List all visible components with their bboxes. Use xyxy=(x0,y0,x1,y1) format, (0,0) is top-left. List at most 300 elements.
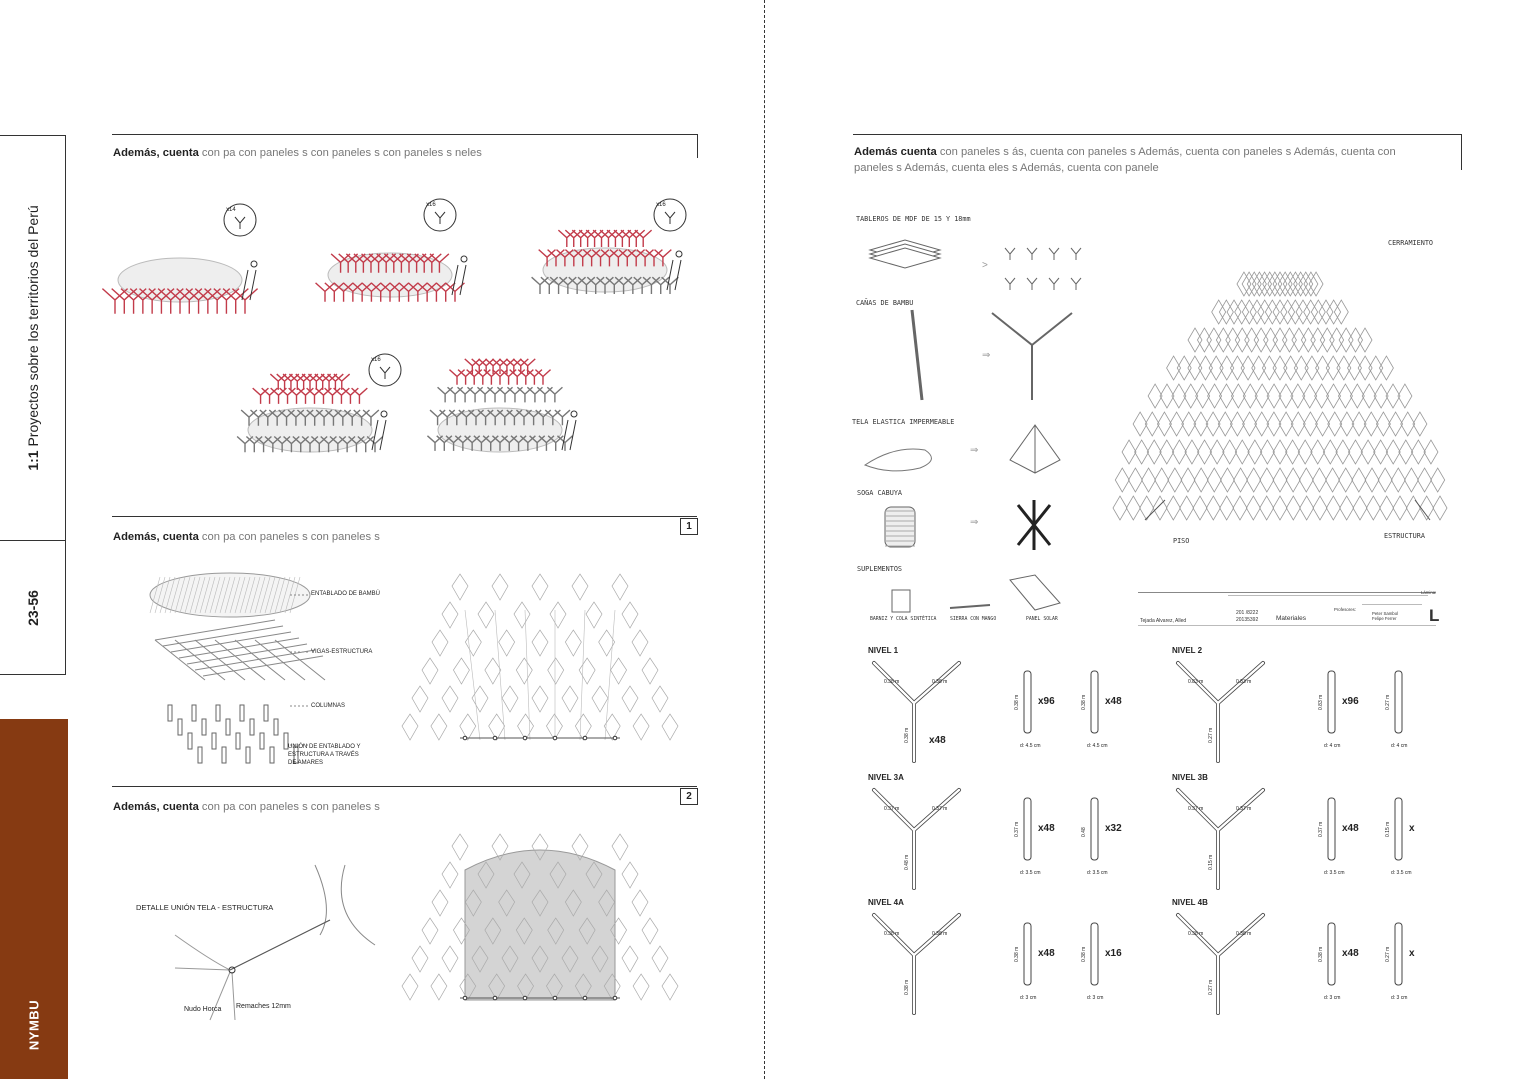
lattice-cell xyxy=(412,946,428,972)
y-piece xyxy=(271,388,287,404)
lattice-cell xyxy=(1374,440,1388,464)
lattice-cell xyxy=(1391,468,1405,492)
level-text: 0.38 m xyxy=(1318,946,1324,962)
level-text: d: 3.5 cm xyxy=(1020,870,1041,876)
lattice-cell xyxy=(1273,328,1287,352)
lattice-cell xyxy=(514,602,530,628)
lattice-cell xyxy=(1347,356,1361,380)
lattice-cell xyxy=(1245,328,1259,352)
arrow-icon: > xyxy=(982,260,988,271)
lattice-cell xyxy=(453,658,469,684)
lattice-cell xyxy=(622,686,638,712)
anchor-point xyxy=(583,736,587,740)
level-text: x48 xyxy=(1038,823,1055,834)
lattice-cell xyxy=(1242,300,1256,324)
lattice-cell xyxy=(1247,468,1261,492)
lattice-cell xyxy=(1140,496,1154,520)
level-text: 0.37 m xyxy=(884,806,900,812)
lattice-cell xyxy=(431,714,447,740)
lattice-cell xyxy=(565,630,581,656)
y-connector xyxy=(1071,248,1081,260)
column xyxy=(178,719,182,735)
lattice-cell xyxy=(1336,440,1350,464)
level-text: 0.27 m xyxy=(1385,694,1391,710)
tb-code2: 201 /8222 xyxy=(1236,610,1259,616)
column xyxy=(212,733,216,749)
lattice-cell xyxy=(442,686,458,712)
rope xyxy=(230,920,330,970)
y-piece xyxy=(316,283,335,302)
column xyxy=(250,719,254,735)
y-piece xyxy=(558,230,575,247)
lattice-cell xyxy=(532,574,548,600)
level-text: x48 xyxy=(1038,948,1055,959)
lattice-cell xyxy=(1301,328,1315,352)
level-text: d: 3.5 cm xyxy=(1391,870,1412,876)
lattice-cell xyxy=(1300,496,1314,520)
lattice-cell xyxy=(1260,496,1274,520)
bamboo-piece xyxy=(1024,923,1031,985)
floor-ellipse xyxy=(118,258,242,302)
lattice-cell xyxy=(1298,440,1312,464)
piece-count: x16 xyxy=(371,357,381,363)
label-entablado: ENTABLADO DE BAMBÚ xyxy=(311,591,380,597)
supplement-saw: SIERRA CON MANGO xyxy=(950,617,997,622)
level-text: 0.48 xyxy=(1081,827,1087,837)
lattice-cell xyxy=(632,630,648,656)
level-text: NIVEL 3A xyxy=(868,773,904,782)
level-text: 0.27 m xyxy=(1208,979,1214,995)
lattice-cell xyxy=(1281,300,1295,324)
level-text: NIVEL 4A xyxy=(868,898,904,907)
y-piece xyxy=(547,387,562,402)
title-block xyxy=(1138,590,1440,626)
bamboo-piece xyxy=(1328,923,1335,985)
lattice-cell xyxy=(1181,468,1195,492)
tb-lamina: Lámina: xyxy=(1421,590,1437,595)
lattice-cell xyxy=(1369,356,1383,380)
section1-tick xyxy=(697,134,698,158)
label-rivets: Remaches 12mm xyxy=(236,1003,291,1010)
level-text: d: 4 cm xyxy=(1391,743,1408,749)
label-knot: Nudo Horca xyxy=(184,1006,222,1013)
level-text: x96 xyxy=(1342,696,1359,707)
lattice-cell xyxy=(1207,468,1221,492)
y-piece xyxy=(565,230,582,247)
lattice-cell xyxy=(1262,356,1276,380)
column xyxy=(236,733,240,749)
lattice-cell xyxy=(652,686,668,712)
lattice-cell xyxy=(1252,272,1266,296)
section2-caption: Además, cuenta con pa con paneles s con paneles s xyxy=(113,531,380,543)
material-supplements: SUPLEMENTOS xyxy=(857,565,903,573)
lattice-cell xyxy=(1380,496,1394,520)
page-range: 23-56 xyxy=(24,589,41,626)
bamboo-piece xyxy=(1395,671,1402,733)
project-tab xyxy=(0,719,68,1079)
lattice-cell xyxy=(1128,468,1142,492)
lattice-cell xyxy=(1286,440,1300,464)
lattice-cell xyxy=(442,602,458,628)
column xyxy=(192,705,196,721)
level-text: 0.38 m xyxy=(1236,931,1252,937)
lattice-cell xyxy=(1210,440,1224,464)
lattice-cell xyxy=(1326,356,1340,380)
level-text: 0.38 m xyxy=(1014,946,1020,962)
rope-joint xyxy=(1018,500,1050,550)
anchor-point xyxy=(553,996,557,1000)
label-piso: PISO xyxy=(1173,537,1190,545)
y-piece xyxy=(343,388,359,404)
section2-rule xyxy=(112,516,697,517)
lattice-cell xyxy=(1288,300,1302,324)
lattice-cell xyxy=(1418,468,1432,492)
label-estructura: ESTRUCTURA xyxy=(1384,532,1425,540)
lattice-cell xyxy=(633,714,649,740)
materials-icons-drawing xyxy=(850,225,1100,620)
lattice-cell xyxy=(1312,468,1326,492)
label-columnas: COLUMNAS xyxy=(311,703,346,709)
column xyxy=(274,719,278,735)
lattice-cell xyxy=(612,574,628,600)
lattice-cell xyxy=(478,602,494,628)
lattice-cell xyxy=(1313,496,1327,520)
lattice-cell xyxy=(422,658,438,684)
saw-icon xyxy=(950,605,990,608)
lattice-cell xyxy=(1194,468,1208,492)
lattice-cell xyxy=(1160,440,1174,464)
lattice-cell xyxy=(1248,440,1262,464)
level-text: 0.38 m xyxy=(904,727,910,743)
lattice-cell xyxy=(1305,356,1319,380)
bamboo-stick xyxy=(315,865,375,945)
chapter-tab xyxy=(0,135,66,541)
y-connector xyxy=(1027,278,1037,290)
level-text: x xyxy=(1409,823,1415,834)
lattice-cell xyxy=(1268,272,1282,296)
right-caption-tick xyxy=(1461,134,1462,170)
level-text: 0.27 m xyxy=(1208,727,1214,743)
lattice-cell xyxy=(1327,300,1341,324)
y-piece xyxy=(510,370,525,385)
arrow-icon: ⇒ xyxy=(970,517,979,528)
lattice-cell xyxy=(431,974,447,1000)
lattice-cell xyxy=(1237,272,1251,296)
lattice-cell xyxy=(1288,272,1302,296)
anchor-point xyxy=(613,736,617,740)
lattice-cell xyxy=(1235,328,1249,352)
person-icon xyxy=(251,261,257,267)
lattice-cell xyxy=(1273,440,1287,464)
lattice-cell xyxy=(1235,440,1249,464)
anchor-point xyxy=(493,996,497,1000)
lattice-cell xyxy=(1411,440,1425,464)
bamboo-piece xyxy=(1395,923,1402,985)
lattice-cell xyxy=(1406,496,1420,520)
person-icon xyxy=(461,256,467,262)
lattice-cell xyxy=(499,630,515,656)
y-piece xyxy=(458,370,473,385)
lattice-cell xyxy=(1227,300,1241,324)
level-text: 0.38 m xyxy=(884,931,900,937)
y-connector xyxy=(1005,278,1015,290)
lattice-cell xyxy=(1283,272,1297,296)
lattice-cell xyxy=(1273,356,1287,380)
right-caption-rule xyxy=(853,134,1461,135)
bamboo-piece xyxy=(1395,798,1402,860)
lattice-cell xyxy=(1386,440,1400,464)
y-piece xyxy=(532,277,549,294)
lattice-cell xyxy=(1273,468,1287,492)
level-text: 0.37 m xyxy=(1318,821,1324,837)
lattice-cell xyxy=(632,890,648,916)
lattice-cell xyxy=(1113,496,1127,520)
y-piece xyxy=(874,790,959,888)
y-piece xyxy=(527,370,542,385)
lattice-cell xyxy=(579,658,595,684)
lattice-cell xyxy=(1273,496,1287,520)
y-piece xyxy=(579,230,596,247)
lattice-cell xyxy=(1233,496,1247,520)
y-piece xyxy=(874,915,959,1013)
lattice-cell xyxy=(1198,440,1212,464)
lattice-cell xyxy=(1223,440,1237,464)
label-union: UNIÓN DE ENTABLADO Y ESTRUCTURA A TRAVÉS DE AMARES xyxy=(288,744,361,766)
y-piece xyxy=(325,283,344,302)
y-piece xyxy=(334,388,350,404)
figure-number-1: 1 xyxy=(680,518,698,535)
interior-line xyxy=(580,610,585,740)
lattice-cell xyxy=(1122,440,1136,464)
level-text: 0.38 m xyxy=(1081,694,1087,710)
material-bamboo: CAÑAS DE BAMBU xyxy=(856,299,914,307)
section1-caption: Además, cuenta con pa con paneles s con paneles s con paneles s neles xyxy=(113,147,482,159)
ladder-icon xyxy=(372,420,386,450)
y-piece xyxy=(992,313,1072,400)
supplement-varnish: BARNIZ Y COLA SINTÉTICA xyxy=(870,617,937,622)
label-vigas: VIGAS-ESTRUCTURA xyxy=(311,649,373,655)
lattice-cell xyxy=(575,714,591,740)
lattice-cell xyxy=(1299,468,1313,492)
lattice-cell xyxy=(1260,468,1274,492)
lattice-cell xyxy=(1292,328,1306,352)
lattice-cell xyxy=(1340,496,1354,520)
lattice-cell xyxy=(1180,496,1194,520)
lattice-cell xyxy=(442,946,458,972)
y-piece-inner xyxy=(1178,915,1263,1013)
lattice-cell xyxy=(1319,300,1333,324)
figure-number-2: 2 xyxy=(680,788,698,805)
y-piece xyxy=(614,230,631,247)
level-text: 0.83 m xyxy=(1188,679,1204,685)
y-piece xyxy=(535,370,550,385)
lattice-cell xyxy=(432,890,448,916)
level-text: 0.15 m xyxy=(1208,854,1214,870)
lattice-cell xyxy=(1366,496,1380,520)
section3-caption: Además, cuenta con pa con paneles s con paneles s xyxy=(113,801,380,813)
column xyxy=(270,747,274,763)
lattice-cell xyxy=(485,658,501,684)
column xyxy=(188,733,192,749)
assembly-sequence-drawing xyxy=(110,190,710,490)
y-piece xyxy=(475,370,490,385)
lattice-cell xyxy=(1330,328,1344,352)
lattice-cell xyxy=(1311,328,1325,352)
level-text: 0.15 m xyxy=(1385,821,1391,837)
lattice-cell xyxy=(1420,496,1434,520)
lattice-cell xyxy=(422,918,438,944)
y-piece xyxy=(586,230,603,247)
lattice-cell xyxy=(1188,356,1202,380)
lattice-cell xyxy=(452,574,468,600)
lattice-cell xyxy=(1337,356,1351,380)
lattice-cell xyxy=(1185,440,1199,464)
column xyxy=(216,705,220,721)
lattice-cell xyxy=(611,658,627,684)
level-text: 0.83 m xyxy=(1318,694,1324,710)
level-text: 0.38 m xyxy=(884,679,900,685)
level-text: 0.27 m xyxy=(1385,946,1391,962)
column xyxy=(168,705,172,721)
material-fabric: TELA ELASTICA IMPERMEABLE xyxy=(852,418,955,426)
lattice-cell xyxy=(1254,328,1268,352)
y-piece xyxy=(352,388,368,404)
column xyxy=(222,747,226,763)
lattice-cell xyxy=(1153,496,1167,520)
detail-title: DETALLE UNIÓN TELA - ESTRUCTURA xyxy=(136,903,274,912)
lattice-cell xyxy=(642,918,658,944)
y-piece xyxy=(593,230,610,247)
level-text: NIVEL 3B xyxy=(1172,773,1208,782)
lattice-cell xyxy=(432,630,448,656)
lattice-cell xyxy=(1247,272,1261,296)
y-piece-inner xyxy=(874,790,959,888)
solar-panel xyxy=(1010,575,1060,610)
beam xyxy=(235,640,285,680)
y-piece xyxy=(607,230,624,247)
lattice-cell xyxy=(662,714,678,740)
bamboo-piece xyxy=(1024,671,1031,733)
lattice-cell xyxy=(662,974,678,1000)
arrow-icon: ⇒ xyxy=(982,350,991,361)
material-rope: SOGA CABUYA xyxy=(857,489,903,497)
lattice-cell xyxy=(586,602,602,628)
lattice-cell xyxy=(1234,468,1248,492)
lattice-cell xyxy=(548,658,564,684)
lattice-cell xyxy=(1166,496,1180,520)
lattice-cell xyxy=(532,630,548,656)
lattice-cell xyxy=(652,946,668,972)
lattice-cell xyxy=(1404,468,1418,492)
level-text: NIVEL 1 xyxy=(868,646,899,655)
lattice-cell xyxy=(1326,468,1340,492)
lattice-cell xyxy=(1219,300,1233,324)
y-piece xyxy=(1178,790,1263,888)
chapter-title: 1:1 Proyectos sobre los territorios del Perú xyxy=(24,205,41,471)
y-piece xyxy=(253,388,269,404)
lattice-cell xyxy=(1226,328,1240,352)
anchor-point xyxy=(583,996,587,1000)
lattice-cell xyxy=(572,574,588,600)
anchor-point xyxy=(523,736,527,740)
arrow-icon: ⇒ xyxy=(970,445,979,456)
lattice-cell xyxy=(1294,356,1308,380)
y-piece xyxy=(1178,663,1263,761)
lattice-cell xyxy=(516,658,532,684)
person-icon xyxy=(381,411,387,417)
level-text: 0.37 m xyxy=(1014,821,1020,837)
lattice-cell xyxy=(1339,468,1353,492)
level-text: 0.38 m xyxy=(1081,946,1087,962)
level-text: d: 3 cm xyxy=(1020,995,1037,1001)
tb-author: Tejada Alvarez, Alled xyxy=(1140,618,1187,624)
lattice-cell xyxy=(1273,272,1287,296)
anchor-point xyxy=(463,996,467,1000)
lattice-cell xyxy=(622,946,638,972)
lattice-cell xyxy=(1378,468,1392,492)
lattice-cell xyxy=(1311,300,1325,324)
level-text: NIVEL 2 xyxy=(1172,646,1203,655)
lattice-cell xyxy=(1172,440,1186,464)
y-piece xyxy=(307,388,323,404)
lattice-cell xyxy=(1365,468,1379,492)
lattice-cell xyxy=(1348,440,1362,464)
lattice-cell xyxy=(1167,356,1181,380)
page-fold-line xyxy=(764,0,765,1079)
fabric-joint-detail-drawing xyxy=(170,860,385,1020)
lattice-cell xyxy=(1197,328,1211,352)
tb-prof1: Peter Sambol xyxy=(1372,611,1399,616)
lattice-cell xyxy=(1311,440,1325,464)
lattice-cell xyxy=(562,686,578,712)
y-piece xyxy=(316,388,332,404)
fabric-panel xyxy=(465,850,615,1000)
lattice-cell xyxy=(1188,328,1202,352)
lattice-cell xyxy=(1304,300,1318,324)
person-icon xyxy=(676,251,682,257)
lattice-cell xyxy=(1309,272,1323,296)
level-text: x xyxy=(1409,948,1415,959)
lattice-cell xyxy=(1278,272,1292,296)
level-text: x96 xyxy=(1038,696,1055,707)
tb-sheet: Materiales xyxy=(1276,615,1306,622)
lattice-cell xyxy=(1252,356,1266,380)
y-connector xyxy=(1049,248,1059,260)
y-piece-inner xyxy=(1178,663,1263,761)
y-piece xyxy=(315,374,331,390)
lattice-cell xyxy=(1296,300,1310,324)
lattice-cell xyxy=(1142,468,1156,492)
y-piece xyxy=(506,359,521,374)
lattice-cell xyxy=(492,574,508,600)
tent-shape xyxy=(1010,425,1060,473)
lattice-cell xyxy=(1284,356,1298,380)
beam xyxy=(275,640,325,680)
y-piece xyxy=(325,388,341,404)
level-text: 0.38 m xyxy=(1188,931,1204,937)
y-connector xyxy=(1071,278,1081,290)
lattice-cell xyxy=(1299,272,1313,296)
section3-rule xyxy=(112,786,697,787)
level-text: 0.48 m xyxy=(904,854,910,870)
column xyxy=(264,705,268,721)
lattice-cell xyxy=(1250,300,1264,324)
lattice-cell xyxy=(1212,300,1226,324)
varnish-can xyxy=(892,590,910,612)
column xyxy=(198,747,202,763)
lattice-cell xyxy=(1258,272,1272,296)
y-piece xyxy=(289,388,305,404)
